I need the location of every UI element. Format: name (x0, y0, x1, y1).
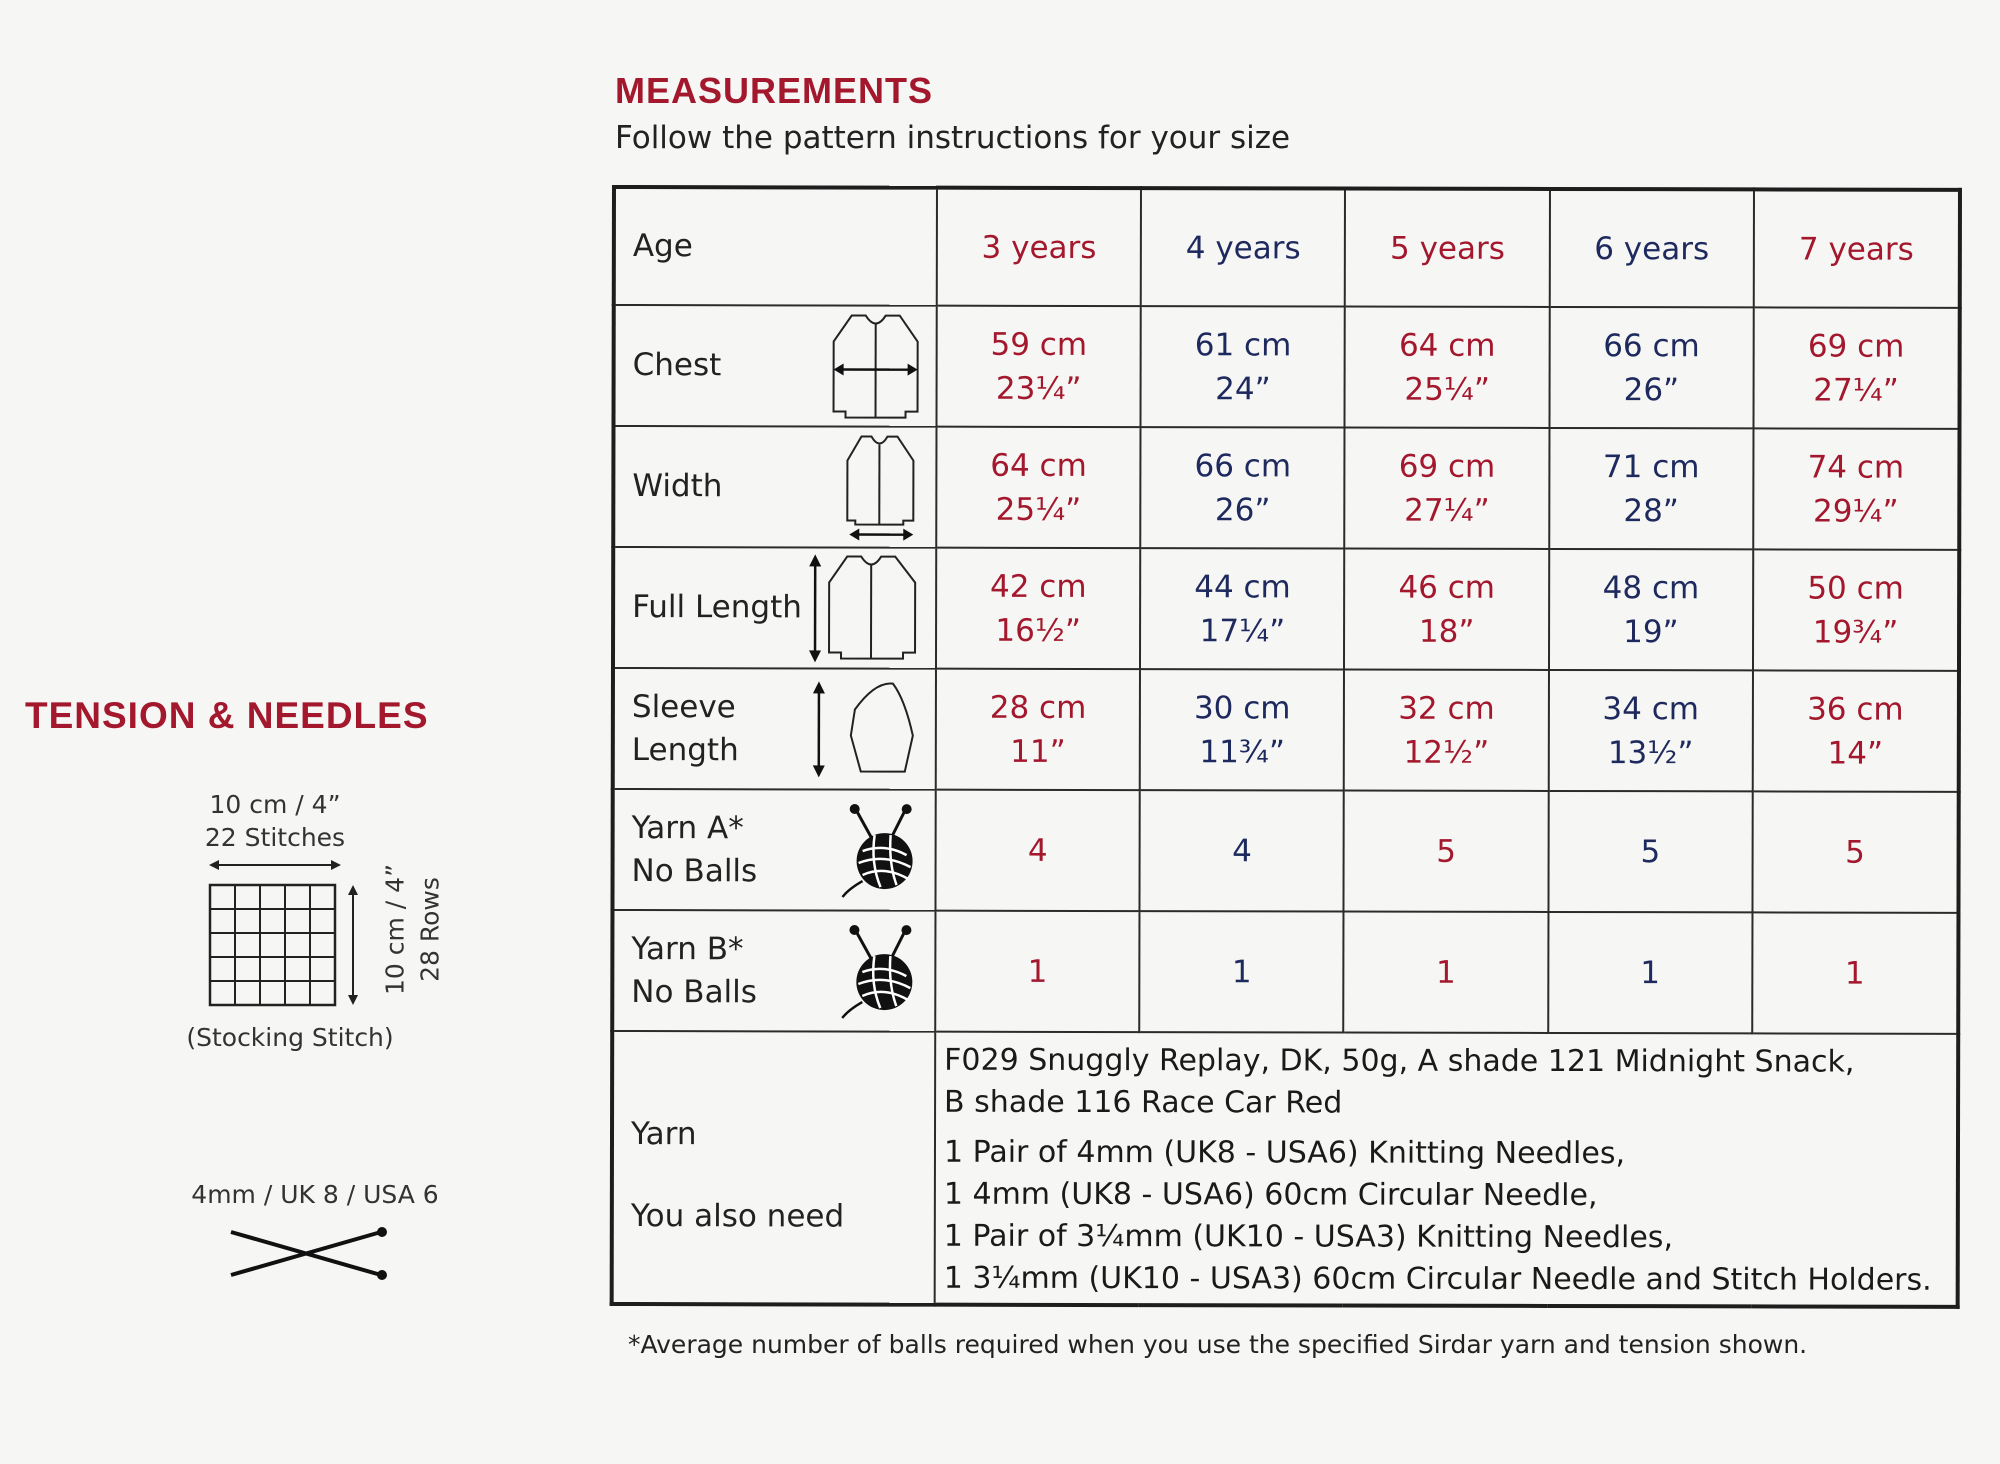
size-header: 6 years (1549, 189, 1753, 307)
sleeve-label-line1: Sleeve (631, 688, 736, 725)
length-row (613, 547, 1959, 671)
width-label-cell (613, 426, 936, 548)
info-label-cell (612, 1031, 936, 1305)
width-cm: 69 cm (1398, 448, 1496, 485)
sleeve-cm: 34 cm (1602, 690, 1700, 727)
sleeve-value-cell (936, 669, 1140, 790)
chest-cm: 59 cm (990, 326, 1088, 363)
yarn-a-label-line1: Yarn A* (631, 809, 744, 846)
width-value-cell (936, 427, 1140, 548)
sleeve-value-cell (1344, 670, 1548, 791)
age-label: Age (632, 228, 693, 265)
you-also-need-label: You also need (630, 1198, 845, 1235)
sleeve-in: 14” (1827, 735, 1884, 772)
sleeve-cm: 32 cm (1398, 690, 1495, 727)
width-row (613, 426, 1959, 550)
need-line: 1 3¼mm (UK10 - USA3) 60cm Circular Needle and Stitch Holders. (943, 1260, 1932, 1298)
width-in: 28” (1623, 492, 1679, 529)
tension-width-label: 10 cm / 4” (209, 790, 341, 819)
chest-in: 27¼” (1813, 372, 1899, 409)
yarn-b-value: 1 (1752, 912, 1958, 1033)
size-header: 4 years (1141, 188, 1345, 306)
crossed-needles-icon (225, 1220, 395, 1290)
yarn-a-label-line2: No Balls (631, 852, 758, 889)
yarn-a-value: 5 (1752, 791, 1958, 912)
yarn-b-value: 1 (1548, 912, 1752, 1033)
length-value-cell (936, 548, 1140, 669)
chest-cm: 69 cm (1807, 328, 1905, 365)
yarn-ball-icon (841, 802, 921, 897)
yarn-label: Yarn (630, 1116, 697, 1153)
tension-rows-label: 28 Rows (415, 877, 445, 982)
yarn-a-row (612, 789, 1958, 913)
chest-value-cell (1753, 307, 1959, 428)
size-header: 7 years (1754, 189, 1960, 307)
chest-value-cell (936, 306, 1140, 427)
chest-value-cell (1345, 307, 1549, 428)
length-value-cell (1140, 548, 1344, 669)
width-cm: 71 cm (1602, 448, 1700, 485)
chest-cm: 64 cm (1398, 327, 1496, 364)
need-line: 1 4mm (UK8 - USA6) 60cm Circular Needle, (943, 1176, 1598, 1214)
width-in: 29¼” (1812, 493, 1899, 530)
width-value-cell (1140, 427, 1344, 548)
length-value-cell (1344, 549, 1548, 670)
chest-cm: 66 cm (1603, 327, 1700, 364)
length-cm: 48 cm (1602, 569, 1700, 606)
sleeve-in: 11¾” (1199, 733, 1285, 770)
age-label-cell (614, 187, 937, 306)
yarn-b-value: 1 (1139, 911, 1343, 1032)
sleeve-value-cell (1548, 670, 1752, 791)
stitch-type-label: (Stocking Stitch) (186, 1023, 394, 1052)
sleeve-in: 12½” (1403, 734, 1490, 771)
measurements-title: MEASUREMENTS (615, 70, 934, 111)
cardigan-width-icon (841, 432, 921, 542)
length-value-cell (1549, 549, 1753, 670)
chest-in: 24” (1215, 370, 1271, 407)
width-value-cell (1345, 428, 1549, 549)
width-in: 27¼” (1404, 492, 1490, 529)
cardigan-chest-icon (830, 311, 922, 421)
yarn-a-value: 4 (1140, 790, 1344, 911)
width-label: Width (632, 468, 723, 505)
sleeve-value-cell (1753, 670, 1959, 791)
yarn-line: F029 Snuggly Replay, DK, 50g, A shade 121 Midnight Snack, (944, 1042, 1855, 1080)
sleeve-in: 13½” (1607, 734, 1694, 771)
length-cm: 46 cm (1398, 569, 1496, 606)
length-cm: 44 cm (1194, 568, 1291, 605)
yarn-line: B shade 116 Race Car Red (944, 1084, 1343, 1121)
length-label: Full Length (632, 589, 802, 626)
info-row (612, 1031, 1959, 1307)
width-in: 25¼” (995, 491, 1082, 528)
length-in: 19¾” (1812, 614, 1899, 651)
length-in: 19” (1623, 613, 1679, 650)
sleeve-label-line2: Length (631, 731, 739, 768)
sleeve-cm: 30 cm (1193, 689, 1291, 726)
length-label-cell (613, 547, 936, 669)
width-cm: 64 cm (990, 447, 1087, 484)
chest-value-cell (1549, 307, 1753, 428)
sleeve-in: 11” (1010, 733, 1066, 770)
yarn-a-value: 5 (1548, 791, 1752, 912)
length-in: 17¼” (1199, 612, 1286, 649)
chest-in: 26” (1623, 371, 1680, 408)
tension-height-label: 10 cm / 4” (380, 863, 410, 996)
sleeve-value-cell (1140, 669, 1344, 790)
yarn-b-value: 1 (935, 911, 1139, 1032)
need-line: 1 Pair of 3¼mm (UK10 - USA3) Knitting Needles, (943, 1218, 1674, 1256)
measurements-subtitle: Follow the pattern instructions for your size (615, 120, 1291, 156)
length-in: 18” (1418, 613, 1475, 650)
needle-size-label: 4mm / UK 8 / USA 6 (191, 1180, 439, 1209)
width-value-cell (1753, 428, 1959, 549)
chest-label-cell (613, 305, 936, 427)
age-row (614, 187, 1960, 308)
sleeve-row (613, 668, 1959, 792)
yarn-a-value: 5 (1344, 791, 1548, 912)
length-in: 16½” (995, 612, 1081, 649)
yarn-b-value: 1 (1344, 912, 1548, 1033)
yarn-ball-icon (840, 923, 920, 1018)
yarn-b-label-line1: Yarn B* (631, 930, 744, 967)
cardigan-length-icon (805, 552, 921, 664)
width-cm: 74 cm (1807, 449, 1905, 486)
chest-in: 25¼” (1404, 371, 1490, 408)
size-table (610, 185, 1962, 1309)
size-header: 3 years (937, 188, 1141, 306)
chest-cm: 61 cm (1194, 326, 1292, 363)
need-line: 1 Pair of 4mm (UK8 - USA6) Knitting Needles, (943, 1134, 1626, 1172)
length-cm: 50 cm (1807, 570, 1904, 607)
yarn-a-label-cell (612, 789, 935, 911)
length-cm: 42 cm (989, 568, 1087, 605)
tension-stitches-label: 22 Stitches (204, 823, 346, 852)
info-text-cell (935, 1032, 1959, 1307)
chest-row (613, 305, 1959, 429)
length-value-cell (1753, 549, 1959, 670)
chest-in: 23¼” (995, 370, 1082, 407)
chest-label: Chest (632, 347, 722, 384)
yarn-a-value: 4 (935, 790, 1139, 911)
sleeve-cm: 28 cm (989, 689, 1087, 726)
size-header: 5 years (1345, 189, 1549, 307)
footnote: *Average number of balls required when you use the specified Sirdar yarn and tension shown. (628, 1330, 1808, 1359)
chest-value-cell (1141, 306, 1345, 427)
yarn-b-label-line2: No Balls (631, 973, 758, 1010)
width-value-cell (1549, 428, 1753, 549)
width-in: 26” (1214, 491, 1271, 528)
sleeve-cm: 36 cm (1807, 691, 1904, 728)
sleeve-label-cell (613, 668, 936, 790)
yarn-b-label-cell (612, 910, 935, 1032)
width-cm: 66 cm (1194, 447, 1292, 484)
tension-needles-title: TENSION & NEEDLES (25, 695, 429, 736)
yarn-b-row (612, 910, 1958, 1034)
sleeve-icon (805, 679, 921, 779)
